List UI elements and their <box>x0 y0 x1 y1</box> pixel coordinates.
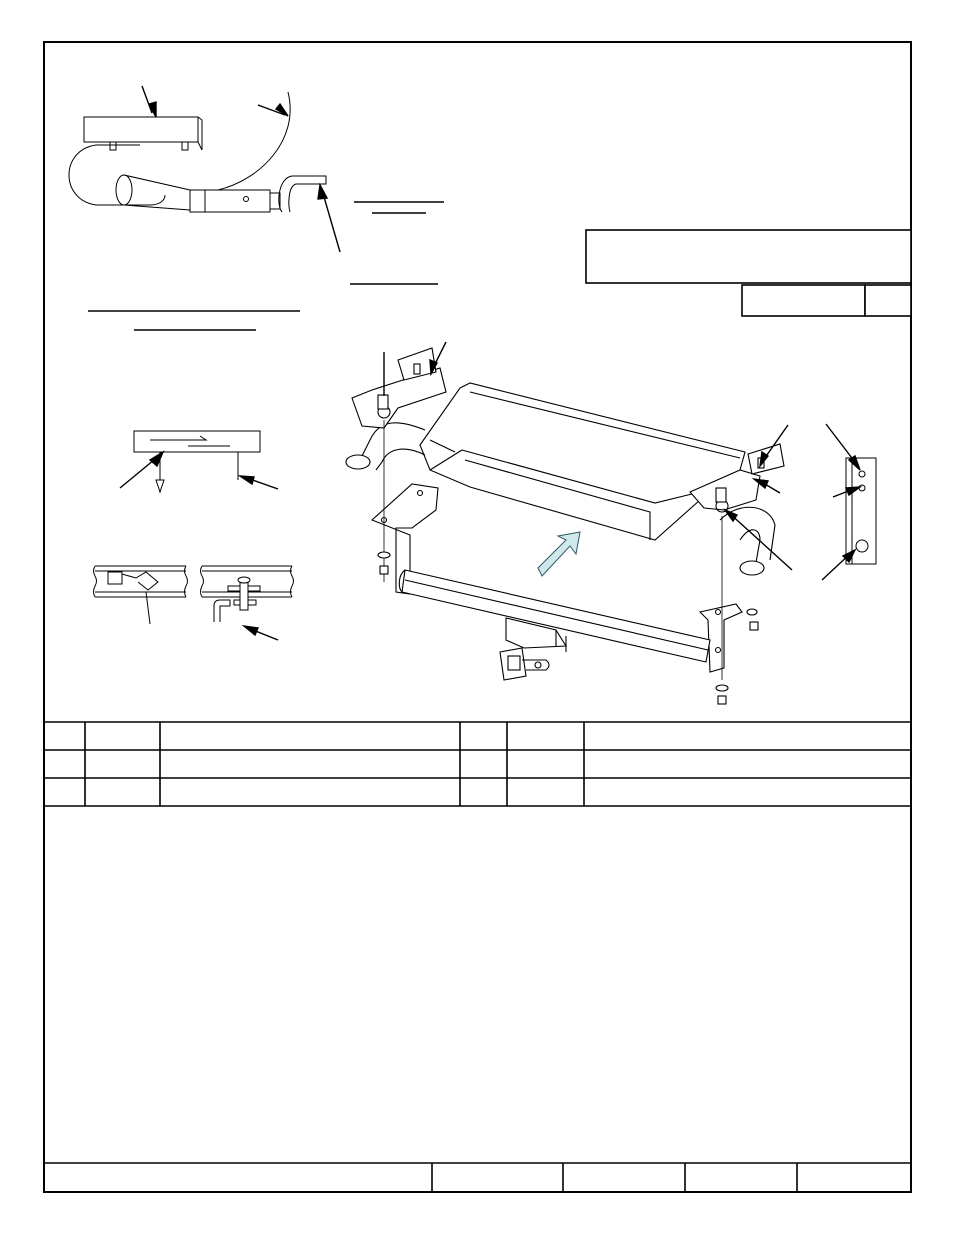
detail-frame-section-left <box>94 566 188 624</box>
detail-frame-section-right <box>201 566 294 622</box>
callout-arrows-bolt-plate <box>120 452 278 489</box>
callout-arrow-frame-section <box>244 626 278 640</box>
footer-table <box>44 1163 911 1192</box>
detail-wiring-frame <box>69 92 326 212</box>
title-block <box>586 230 911 316</box>
sheet-border <box>44 42 911 1192</box>
title-box <box>586 230 911 283</box>
callout-arrows-top-left <box>142 86 340 252</box>
detail-flat-bar <box>846 458 876 564</box>
page-box <box>865 285 911 316</box>
hitch-assembly-drawing <box>346 348 784 704</box>
direction-arrow <box>538 532 580 576</box>
parts-table <box>44 722 911 806</box>
part-number-box <box>742 285 865 316</box>
